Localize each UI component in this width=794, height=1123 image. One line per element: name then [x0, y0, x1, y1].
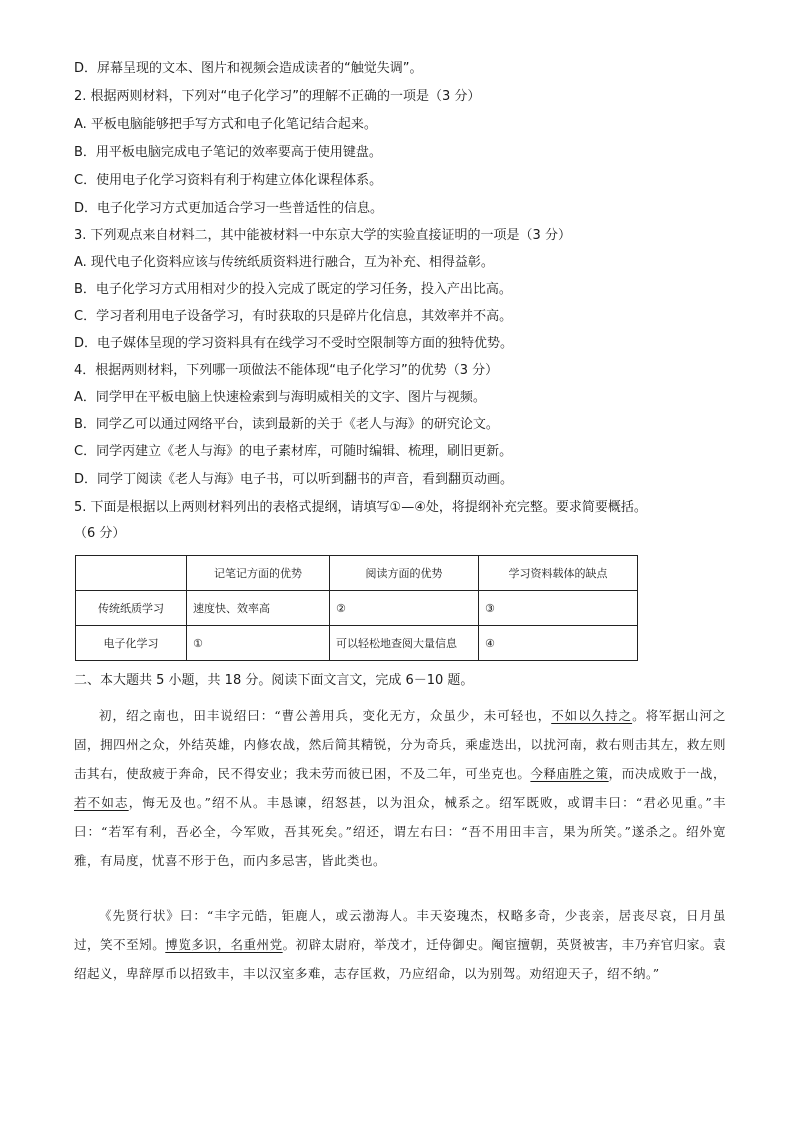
table-header-cell: 学习资料载体的缺点 — [479, 556, 638, 591]
q4-option-b: B．同学乙可以通过网络平台，读到最新的关于《老人与海》的研究论文。 — [74, 417, 499, 432]
table-row-head: 传统纸质学习 — [76, 591, 187, 626]
q4-stem: 4．根据两则材料，下列哪一项做法不能体现“电子化学习”的优势（3 分） — [74, 363, 499, 378]
q4-option-d: D．同学丁阅读《老人与海》电子书，可以听到翻书的声音，看到翻页动画。 — [74, 472, 514, 487]
q3-option-c: C．学习者利用电子设备学习，有时获取的只是碎片化信息，其效率并不高。 — [74, 309, 513, 324]
table-header-cell: 阅读方面的优势 — [330, 556, 479, 591]
q2-option-b: B．用平板电脑完成电子笔记的效率要高于使用键盘。 — [74, 145, 382, 160]
q2-option-c: C．使用电子化学习资料有利于构建立体化课程体系。 — [74, 173, 383, 188]
q3-stem: 3. 下列观点来自材料二，其中能被材料一中东京大学的实验直接证明的一项是（3 分） — [74, 228, 571, 243]
q2-option-a: A. 平板电脑能够把手写方式和电子化笔记结合起来。 — [74, 117, 377, 132]
outline-table — [75, 555, 638, 661]
classical-passage-paragraph-2 — [74, 901, 726, 988]
q4-option-c: C．同学丙建立《老人与海》的电子素材库，可随时编辑、梳理，刷旧更新。 — [74, 444, 513, 459]
table-header-row — [76, 556, 638, 591]
underlined-phrase: 今释庙胜之策 — [530, 766, 609, 781]
table-row — [76, 626, 638, 661]
passage-text: 初，绍之南也，田丰说绍曰：“曹公善用兵，变化无方，众虽少，未可轻也， — [99, 708, 552, 723]
table-cell: ② — [330, 591, 479, 626]
passage-text: ，悔无及也。”绍不从。丰恳谏，绍怒甚，以为沮众，械系之。绍军既败，或谓丰曰：“君必见重。”丰曰：“若军有利，吾必全，今军败，吾其死矣。”绍还，谓左右曰：“吾不用田丰言，果为所笑。”遂杀之。绍外宽雅，有局度，忧喜不形于色，而内多忌害，皆此类也。 — [74, 795, 726, 868]
underlined-phrase: 若不如志 — [74, 795, 129, 810]
table-header-cell: 记笔记方面的优势 — [187, 556, 330, 591]
underlined-phrase: 不如以久持之 — [551, 708, 633, 723]
q1-option-d: D．屏幕呈现的文本、图片和视频会造成读者的“触觉失调”。 — [74, 61, 423, 76]
passage-text: 。将军据山河之固，拥四州之众，外结英雄，内修农战，然后简其精锐，分为奇兵，乘虚迭出，以扰河南，救右则击其左，救左则击其右，使敌疲于奔命，民不得安业；我未劳而彼已困，不及二年，可坐克也。 — [74, 708, 726, 781]
table-cell: ④ — [479, 626, 638, 661]
q3-option-d: D．电子媒体呈现的学习资料具有在线学习不受时空限制等方面的独特优势。 — [74, 336, 514, 351]
table-cell: ③ — [479, 591, 638, 626]
passage-text: 。初辟太尉府，举茂才，迁侍御史。阉宦擅朝，英贤被害，丰乃弃官归家。袁绍起义，卑辞厚币以招致丰，丰以汉室多难，志存匡救，乃应绍命，以为别驾。劝绍迎天子，绍不纳。” — [74, 937, 726, 981]
q5-stem: 5. 下面是根据以上两则材料列出的表格式提纲，请填写①—④处，将提纲补充完整。要求简要概括。 — [74, 500, 647, 515]
passage-text: ，而决成败于一战， — [608, 766, 726, 781]
q2-stem: 2. 根据两则材料，下列对“电子化学习”的理解不正确的一项是（3 分） — [74, 89, 481, 104]
q3-option-b: B．电子化学习方式用相对少的投入完成了既定的学习任务，投入产出比高。 — [74, 282, 512, 297]
q3-option-a: A. 现代电子化资料应该与传统纸质资料进行融合，互为补充、相得益彰。 — [74, 255, 494, 270]
table-cell: 可以轻松地查阅大量信息 — [330, 626, 479, 661]
table-header-cell — [76, 556, 187, 591]
table-cell: ① — [187, 626, 330, 661]
q2-option-d: D．电子化学习方式更加适合学习一些普适性的信息。 — [74, 201, 384, 216]
underlined-phrase: 博览多识，名重州党 — [165, 937, 283, 952]
table-cell: 速度快、效率高 — [187, 591, 330, 626]
table-row-head: 电子化学习 — [76, 626, 187, 661]
passage-text: 《先贤行状》曰：“丰字元皓，钜鹿人，或云渤海人。丰天姿瑰杰，权略多奇，少丧亲，居丧尽哀，日月虽过，笑不至矧。 — [74, 908, 726, 952]
table-row — [76, 591, 638, 626]
section-2-heading: 二、本大题共 5 小题，共 18 分。阅读下面文言文，完成 6－10 题。 — [74, 673, 474, 688]
q4-option-a: A．同学甲在平板电脑上快速检索到与海明威相关的文字、图片与视频。 — [74, 390, 486, 405]
q5-score: （6 分） — [74, 526, 126, 541]
classical-passage-paragraph-1 — [74, 701, 726, 875]
